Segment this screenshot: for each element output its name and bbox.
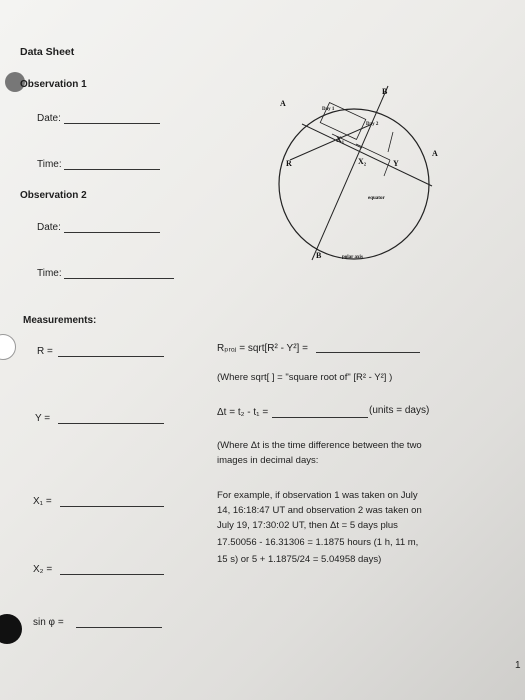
- observation-1-date-field[interactable]: [64, 123, 160, 124]
- diagram-label-a-right: A: [432, 149, 438, 158]
- diagram-label-x1: X₁: [336, 135, 345, 144]
- diagram-label-a-left: A: [280, 99, 286, 108]
- page-number: 1: [515, 660, 521, 671]
- projection-diagram: [260, 80, 450, 270]
- sqrt-note: (Where sqrt[ ] = "square root of" [R² - Y²] ): [217, 372, 393, 383]
- rproj-formula: Rₚᵣₒⱼ = sqrt[R² - Y²] =: [217, 343, 308, 354]
- observation-1-heading: Observation 1: [20, 79, 87, 90]
- diagram-label-b-top: B: [382, 87, 388, 96]
- x1-field[interactable]: [60, 506, 164, 507]
- diagram-label-equator: equator: [368, 196, 385, 201]
- delta-t-note-line-1: (Where Δt is the time difference between the two: [217, 440, 422, 451]
- sin-phi-label: sin φ =: [33, 617, 64, 628]
- observation-2-time-field[interactable]: [64, 278, 174, 279]
- rproj-field[interactable]: [316, 352, 420, 353]
- x2-field[interactable]: [60, 574, 164, 575]
- y-field[interactable]: [58, 423, 164, 424]
- delta-t-formula: Δt = t₂ - t₁ =: [217, 407, 269, 418]
- y-label: Y =: [35, 413, 51, 424]
- observation-1-time-label: Time:: [37, 159, 62, 170]
- example-line-4: 17.50056 - 16.31306 = 1.1875 hours (1 h, 11 m,: [217, 537, 419, 548]
- r-label: R =: [37, 346, 53, 357]
- x1-label: X₁ =: [33, 496, 52, 507]
- observation-2-date-label: Date:: [37, 222, 61, 233]
- example-line-3: July 19, 17:30:02 UT, then Δt = 5 days plus: [217, 520, 398, 531]
- delta-t-units: (units = days): [369, 405, 430, 416]
- observation-2-date-field[interactable]: [64, 232, 160, 233]
- page-title: Data Sheet: [20, 46, 75, 58]
- example-line-1: For example, if observation 1 was taken on July: [217, 490, 418, 501]
- delta-t-field[interactable]: [272, 417, 368, 418]
- observation-1-date-label: Date:: [37, 113, 61, 124]
- y-segment: [384, 160, 390, 176]
- sin-phi-field[interactable]: [76, 627, 162, 628]
- measurements-heading: Measurements:: [23, 315, 97, 326]
- binder-hole-bottom: [0, 614, 22, 644]
- observation-2-time-label: Time:: [37, 268, 62, 279]
- example-line-5: 15 s) or 5 + 1.1875/24 = 5.04958 days): [217, 554, 382, 565]
- diagram-label-r: R: [286, 159, 292, 168]
- r-field[interactable]: [58, 356, 164, 357]
- day2-tick: [388, 132, 393, 152]
- delta-t-note-line-2: images in decimal days:: [217, 455, 319, 466]
- observation-2-heading: Observation 2: [20, 190, 87, 201]
- diagram-label-x2: X₂: [358, 157, 367, 166]
- observation-1-time-field[interactable]: [64, 169, 160, 170]
- diagram-label-polar-axis: polar axis: [342, 255, 363, 260]
- diagram-label-day2: Day 2: [366, 122, 379, 127]
- diagram-label-day1: Day 1: [322, 107, 335, 112]
- binder-hole-middle: [0, 334, 16, 360]
- diagram-label-b-bottom: B: [316, 251, 322, 260]
- example-line-2: 14, 16:18:47 UT and observation 2 was taken on: [217, 505, 422, 516]
- x2-label: X₂ =: [33, 564, 53, 575]
- diagram-label-y: Y: [393, 159, 399, 168]
